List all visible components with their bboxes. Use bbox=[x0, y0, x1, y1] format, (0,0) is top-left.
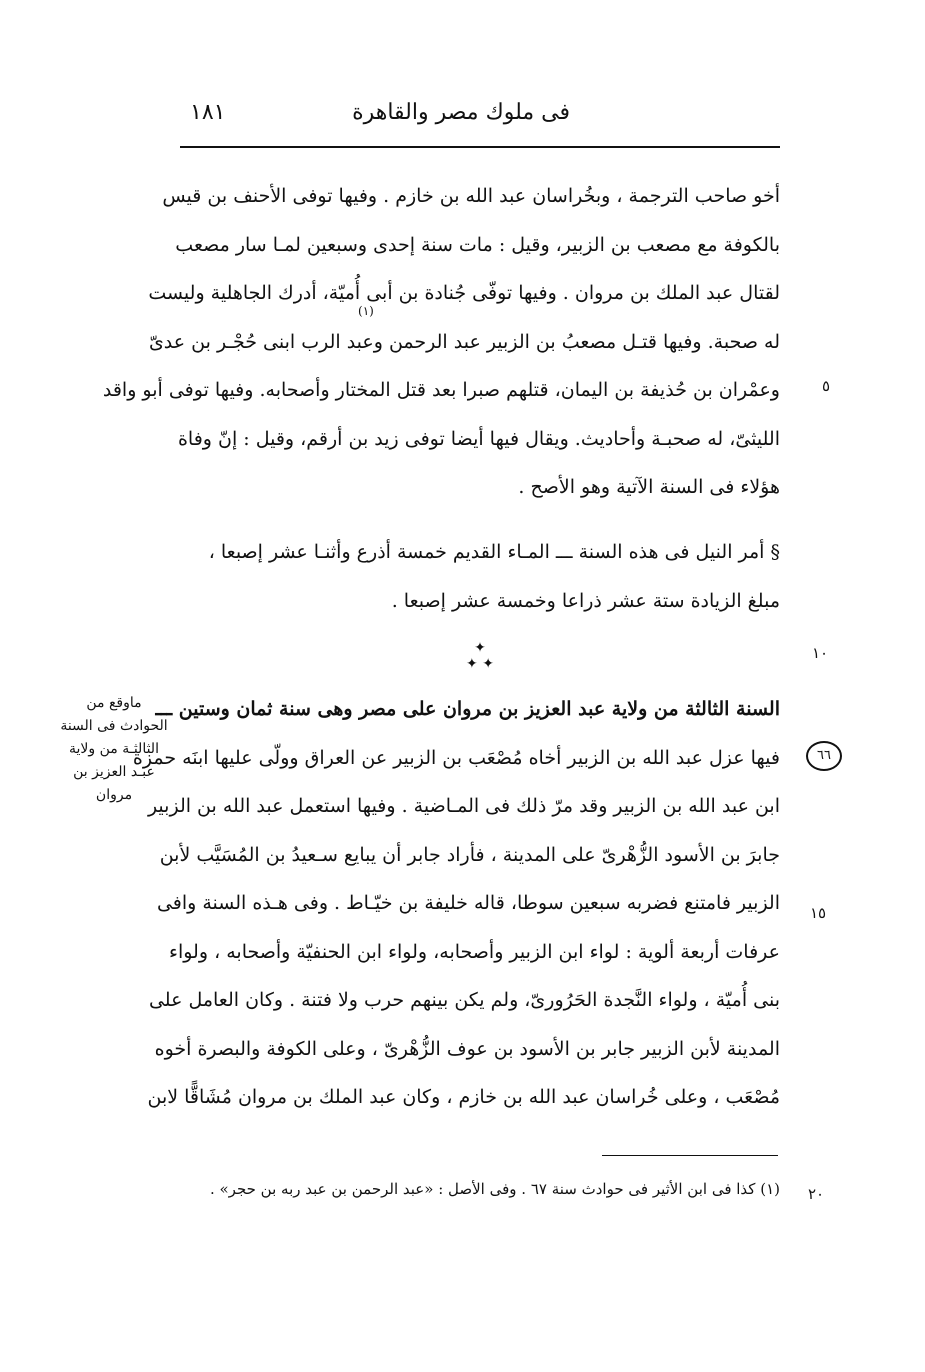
text-line: § أمر النيل فى هذه السنة ـــ المـاء القديم خمسة أذرع وأثنـا عشر إصبعا ، bbox=[208, 541, 780, 563]
text-line: فيها عزل عبد الله بن الزبير أخاه مُصْعَب بن الزبير عن العراق وولّى عليها ابنَه حمزة bbox=[132, 746, 780, 769]
line-number-15: ١٥ bbox=[810, 904, 827, 922]
text-line: الليثىّ، له صحبـة وأحاديث. ويقال فيها أيضا توفى زيد بن أرقم، وقيل : إنّ وفاة bbox=[177, 427, 780, 450]
line-number-5: ٥ bbox=[822, 377, 831, 395]
page-number: ١٨١ bbox=[190, 100, 226, 125]
section-ornament bbox=[458, 640, 502, 676]
text-line: المدينة لأبن الزبير جابر بن الأسود بن عوف الزُّهْرىّ ، وعلى الكوفة والبصرة أخوه bbox=[154, 1037, 780, 1060]
text-line: عرفات أربعة ألوية : لواء ابن الزبير وأصحابه، ولواء ابن الحنفيّة وأصحابه ، ولواء bbox=[169, 940, 780, 963]
margin-note-line: الثالثـة من ولاية bbox=[69, 741, 159, 757]
text-line: بالكوفة مع مصعب بن الزبير، وقيل : مات سنة إحدى وسبعين لمـا سار مصعب bbox=[175, 233, 780, 256]
paragraph-deaths bbox=[102, 172, 780, 512]
footnote-rule bbox=[602, 1155, 778, 1156]
ornament-star: ✦ bbox=[482, 656, 494, 672]
original-page-badge: ٦٦ bbox=[806, 741, 842, 771]
text-line: أخو صاحب الترجمة ، وبخُراسان عبد الله بن خازم . وفيها توفى الأحنف بن قيس bbox=[162, 185, 780, 207]
text-line: ابن عبد الله بن الزبير وقد مرّ ذلك فى المـاضية . وفيها استعمل عبد الله بن الزبير bbox=[147, 795, 780, 817]
paragraph-third-year bbox=[132, 685, 780, 1122]
ornament-star-pair bbox=[458, 656, 502, 672]
footnote: (١) كذا فى ابن الأثير فى حوادث سنة ٦٧ . وفى الأصل : «عبد الرحمن بن عبد ربه بن حجر» . bbox=[209, 1180, 780, 1198]
paragraph-nile bbox=[182, 528, 780, 625]
line-number-20: ٢٠ bbox=[808, 1185, 825, 1203]
text-line: الزبير فامتنع فضربه سبعين سوطا، قاله خليفة بن خيّـاط . وفى هـذه السنة وافى bbox=[156, 892, 780, 914]
margin-note-line: ماوقع من bbox=[86, 695, 142, 711]
text-line: هؤلاء فى السنة الآتية وهو الأصح . bbox=[518, 476, 780, 498]
margin-note bbox=[58, 692, 170, 807]
ornament-star: ✦ bbox=[466, 656, 478, 672]
section-heading: السنة الثالثة من ولاية عبد العزيز بن مروان على مصر وهى سنة ثمان وستين ـــ bbox=[155, 698, 780, 720]
margin-note-line: عبـد العزيز بن bbox=[73, 764, 155, 780]
text-line: مبلغ الزيادة ستة عشر ذراعا وخمسة عشر إصبعا . bbox=[391, 589, 780, 612]
text-line: مُصْعَب ، وعلى خُراسان عبد الله بن خازم ، وكان عبد الملك بن مروان مُشَاقًّا لابن bbox=[147, 1086, 780, 1108]
text-line: له صحبة. وفيها قتـل مصعبُ بن الزبير عبد الرحمن وعبد الرب ابنى حُجْـر بن عدىّ bbox=[148, 330, 780, 353]
text-line: لقتال عبد الملك بن مروان . وفيها توفّى جُنادة بن أبى أُميّة، أدرك الجاهلية وليست bbox=[148, 282, 780, 304]
text-line: بنى أُميّة ، ولواء النَّجدة الحَرُورىّ، ولم يكن بينهم حرب ولا فتنة . وكان العامل على bbox=[148, 989, 780, 1011]
footnote-marker: (١) bbox=[358, 304, 374, 318]
margin-note-line: مروان bbox=[95, 787, 133, 803]
page-header bbox=[180, 100, 780, 136]
ornament-star: ✦ bbox=[474, 640, 486, 656]
text-line: جابرَ بن الأسود الزُّهْرىّ على المدينة ، فأراد جابر أن يبايع سـعيدُ بن المُسَيَّب لأبن bbox=[159, 843, 780, 866]
line-number-10: ١٠ bbox=[812, 644, 829, 662]
running-title: فى ملوك مصر والقاهرة bbox=[352, 100, 570, 125]
margin-note-line: الحوادث فى السنة bbox=[60, 718, 168, 734]
header-rule bbox=[180, 146, 780, 148]
text-line: وعمْران بن حُذيفة بن اليمان، قتلهم صبرا بعد قتل المختار وأصحابه. وفيها توفى أبو واقد bbox=[102, 379, 780, 401]
